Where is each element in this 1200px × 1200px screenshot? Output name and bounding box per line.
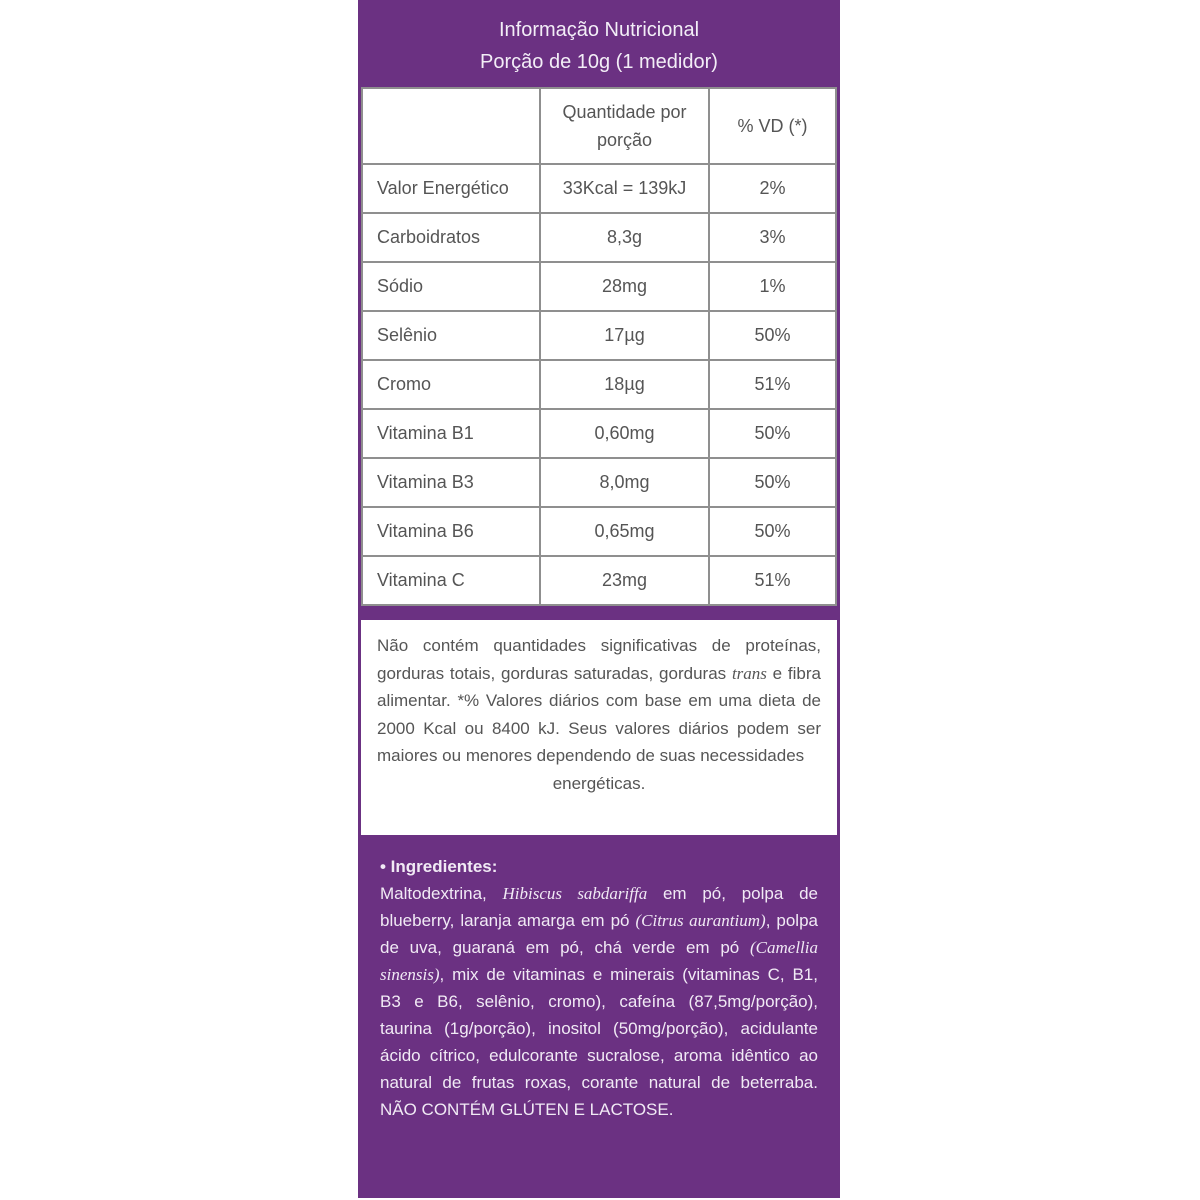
ingredients-heading: • Ingredientes:: [380, 857, 498, 876]
footnote-text-2: e fibra alimentar. *% Valores diários com base em uma dieta de 2000 Kcal ou 8400 kJ. Seus valores diários podem ser maiores ou menores dependendo de suas necessidades: [377, 663, 821, 765]
nutrient-name: Valor Energético: [362, 164, 540, 213]
nutrient-quantity: 17µg: [540, 311, 709, 360]
nutrient-quantity: 18µg: [540, 360, 709, 409]
nutrient-dv: 50%: [709, 507, 836, 556]
nutrient-name: Vitamina B1: [362, 409, 540, 458]
nutrient-dv: 1%: [709, 262, 836, 311]
nutrition-label: [358, 0, 840, 1198]
nutrient-dv: 51%: [709, 360, 836, 409]
nutrient-dv: 50%: [709, 409, 836, 458]
ingredients: [358, 845, 840, 1123]
table-row: [362, 507, 836, 556]
nutrient-dv: 51%: [709, 556, 836, 605]
nutrient-dv: 50%: [709, 311, 836, 360]
ingredients-text: , mix de vitaminas e minerais (vitaminas C, B1, B3 e B6, selênio, cromo), cafeína (87,5mg/porção), taurina (1g/porção), inositol (50mg/porção), acidulante ácido cítrico, edulcorante sucralose, aroma idêntico ao natural de frutas roxas, corante natural de beterraba. NÃO CONTÉM GLÚTEN E LACTOSE.: [380, 965, 818, 1119]
footnote-trans: trans: [731, 663, 767, 683]
nutrient-quantity: 33Kcal = 139kJ: [540, 164, 709, 213]
empty-header-cell: [362, 88, 540, 164]
table-row: [362, 409, 836, 458]
table-row: [362, 360, 836, 409]
nutrition-table: [361, 87, 837, 606]
label-title: Informação Nutricional: [498, 19, 700, 41]
footnote-last: energéticas.: [552, 773, 646, 793]
dv-header: % VD (*): [709, 88, 836, 164]
nutrient-name: Sódio: [362, 262, 540, 311]
label-header: [358, 0, 840, 86]
nutrient-quantity: 28mg: [540, 262, 709, 311]
table-row: [362, 556, 836, 605]
ingredients-text: em pó, polpa de blueberry, laranja amarga em pó: [380, 884, 818, 930]
nutrient-dv: 3%: [709, 213, 836, 262]
footnote-text: Não contém quantidades significativas de proteínas, gorduras totais, gorduras saturadas, gorduras: [377, 636, 821, 683]
ingredient-scientific-name: (Camellia sinensis): [380, 938, 818, 984]
ingredient-scientific-name: (Citrus aurantium): [635, 911, 766, 930]
nutrient-quantity: 23mg: [540, 556, 709, 605]
nutrient-quantity: 0,65mg: [540, 507, 709, 556]
ingredients-text: Maltodextrina,: [380, 884, 503, 903]
nutrient-name: Cromo: [362, 360, 540, 409]
nutrient-name: Vitamina C: [362, 556, 540, 605]
table-header-row: [362, 88, 836, 164]
nutrient-name: Selênio: [362, 311, 540, 360]
nutrient-quantity: 8,3g: [540, 213, 709, 262]
nutrient-name: Vitamina B6: [362, 507, 540, 556]
nutrient-name: Carboidratos: [362, 213, 540, 262]
table-row: [362, 311, 836, 360]
table-row: [362, 458, 836, 507]
serving-size: Porção de 10g (1 medidor): [480, 51, 718, 73]
nutrient-quantity: 0,60mg: [540, 409, 709, 458]
table-row: [362, 164, 836, 213]
nutrient-quantity: 8,0mg: [540, 458, 709, 507]
quantity-header: Quantidade por porção: [540, 88, 709, 164]
table-row: [362, 262, 836, 311]
table-row: [362, 213, 836, 262]
footnote: [361, 620, 837, 835]
nutrient-dv: 2%: [709, 164, 836, 213]
ingredient-scientific-name: Hibiscus sabdariffa: [502, 884, 648, 903]
ingredients-text: , polpa de uva, guaraná em pó, chá verde em pó: [380, 911, 818, 957]
nutrient-dv: 50%: [709, 458, 836, 507]
nutrient-name: Vitamina B3: [362, 458, 540, 507]
